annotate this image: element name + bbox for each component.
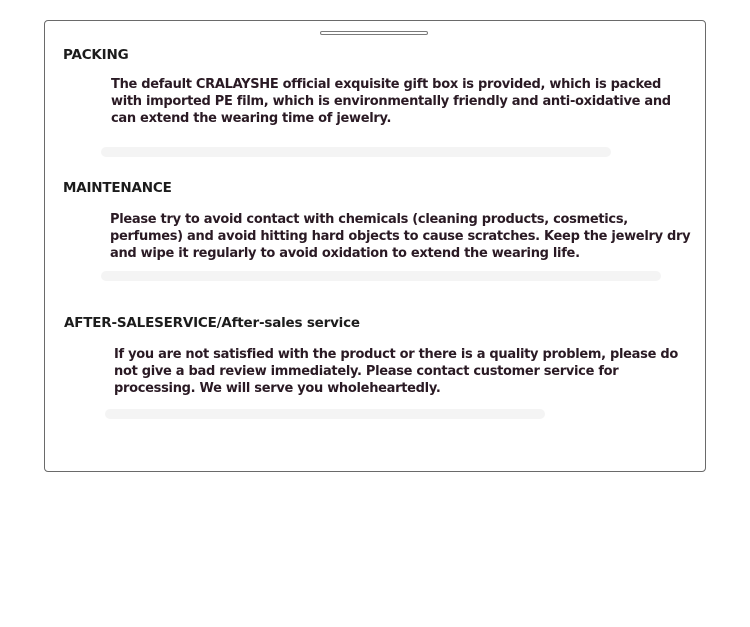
drag-handle[interactable] [320,31,428,35]
section-title-packing: PACKING [63,47,129,63]
background-shadow [101,271,661,281]
info-card [44,20,706,472]
section-title-maintenance: MAINTENANCE [63,180,172,196]
background-shadow [105,409,545,419]
background-shadow [101,147,611,157]
section-body-after-sales: If you are not satisfied with the product or there is a quality problem, please do not give a bad review immediately. Please contact customer service for processing. We will serve you wholeheartedly. [114,347,678,396]
section-body-maintenance: Please try to avoid contact with chemicals (cleaning products, cosmetics, perfumes) and avoid hitting hard objects to cause scratches. Keep the jewelry dry and wipe it regularly to avoid oxidation to extend the wearing life. [110,212,691,261]
section-title-after-sales: AFTER-SALESERVICE/After-sales service [64,315,360,331]
section-body-packing: The default CRALAYSHE official exquisite gift box is provided, which is packed with imported PE film, which is environmentally friendly and anti-oxidative and can extend the wearing time of jewelry. [111,77,671,126]
